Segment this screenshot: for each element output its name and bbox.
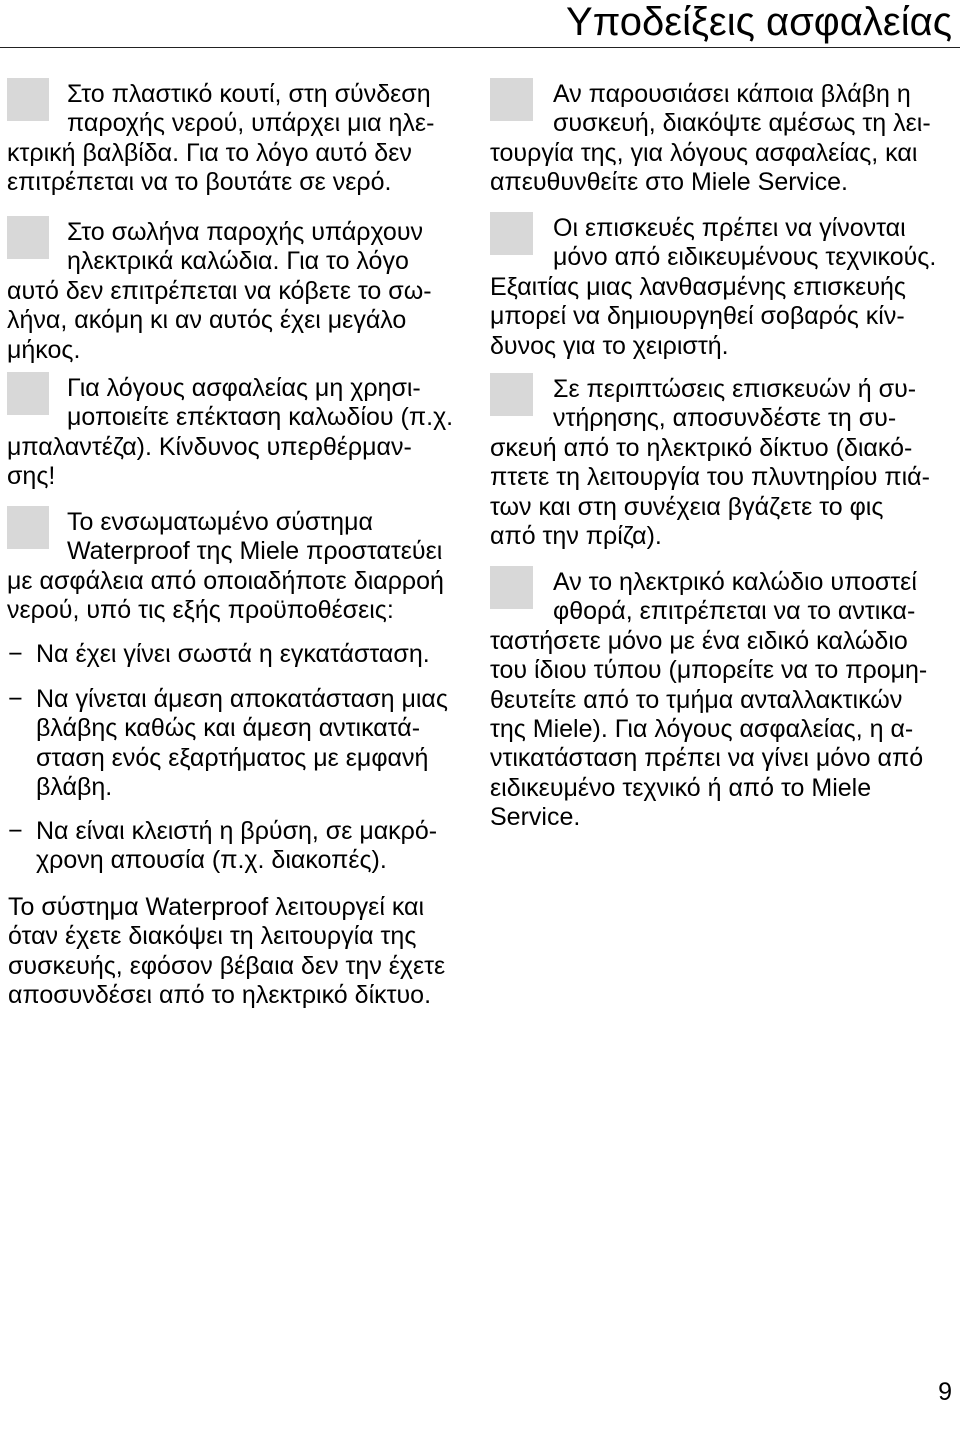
safety-note-text: Στο σωλήνα παροχής υπάρχουν ηλεκτρικά καλώδια. Για το λόγο αυτό δεν επιτρέπεται να κόβετε το σω- λήνα, ακόμη κι αν αυτός έχει μεγάλο μήκος.	[7, 218, 432, 364]
page-number: 9	[938, 1378, 952, 1406]
safety-note-text: Σε περιπτώσεις επισκευών ή συ- ντήρησης, αποσυνδέστε τη συ- σκευή από το ηλεκτρικό δίκτυο (διακό- πτετε τη λειτουργία του πλυντηρίου πιά- των και στη συνέχεια βγάζετε το φις από την πρίζα).	[490, 375, 930, 551]
safety-note	[7, 80, 482, 198]
safety-note	[490, 80, 956, 198]
safety-note	[7, 508, 482, 626]
square-marker-icon	[7, 216, 49, 259]
square-marker-icon	[7, 506, 49, 549]
safety-note	[490, 375, 956, 551]
list-dash: −	[8, 640, 23, 668]
square-marker-icon	[7, 78, 49, 121]
condition-text: Να είναι κλειστή η βρύση, σε μακρό- χρονη απουσία (π.χ. διακοπές).	[36, 817, 438, 875]
square-marker-icon	[7, 372, 49, 415]
list-dash: −	[8, 817, 23, 845]
safety-note-text: Αν παρουσιάσει κάποια βλάβη η συσκευή, διακόψτε αμέσως τη λει- τουργία της, για λόγους ασφαλείας, και απευθυνθείτε στο Miele Service.	[490, 80, 931, 197]
safety-note	[7, 218, 482, 365]
square-marker-icon	[490, 212, 533, 255]
square-marker-icon	[490, 566, 533, 609]
condition-item	[8, 817, 478, 876]
condition-text: Να έχει γίνει σωστά η εγκατάσταση.	[36, 640, 430, 668]
square-marker-icon	[490, 373, 533, 416]
page-title: Υποδείξεις ασφαλείας	[566, 0, 952, 44]
safety-note-text: Για λόγους ασφαλείας μη χρησι- μοποιείτε επέκταση καλωδίου (π.χ. μπαλαντέζα). Κίνδυνος υπερθέρμαν- σης!	[7, 374, 454, 491]
condition-item	[8, 685, 478, 803]
safety-note-text: Αν το ηλεκτρικό καλώδιο υποστεί φθορά, επιτρέπεται να το αντικα- ταστήσετε μόνο με ένα ειδικό καλώδιο του ίδιου τύπου (μπορείτε να το προμη- θευτείτε από το τμήμα ανταλλακτικών της Miele). Για λόγους ασφαλείας, η α- ντικατάσταση πρέπει να γίνει μόνο από ειδικευμένο τεχνικό ή από το Miele Service.	[490, 568, 928, 832]
safety-note-text: Οι επισκευές πρέπει να γίνονται μόνο από ειδικευμένους τεχνικούς. Εξαιτίας μιας λανθασμένης επισκευής μπορεί να δημιουργηθεί σοβαρός κίν- δυνος για το χειριστή.	[490, 214, 937, 360]
condition-item	[8, 640, 478, 669]
header-divider	[0, 47, 960, 48]
safety-note	[490, 214, 956, 361]
list-dash: −	[8, 685, 23, 713]
safety-note	[7, 374, 482, 492]
square-marker-icon	[490, 78, 533, 121]
closing-paragraph-text: Το σύστημα Waterproof λειτουργεί και όταν έχετε διακόψει τη λειτουργία της συσκευής, εφόσον βέβαια δεν την έχετε αποσυνδέσει από το ηλεκτρικό δίκτυο.	[8, 893, 446, 1010]
closing-paragraph	[8, 893, 478, 1011]
condition-text: Να γίνεται άμεση αποκατάσταση μιας βλάβης καθώς και άμεση αντικατά- σταση ενός εξαρτήματος με εμφανή βλάβη.	[36, 685, 448, 802]
safety-note	[490, 568, 956, 833]
safety-note-text: Στο πλαστικό κουτί, στη σύνδεση παροχής νερού, υπάρχει μια ηλε- κτρική βαλβίδα. Για το λόγο αυτό δεν επιτρέπεται να το βουτάτε σε νερό.	[7, 80, 435, 197]
safety-note-text: Το ενσωματωμένο σύστημα Waterproof της Miele προστατεύει με ασφάλεια από οποιαδήποτε διαρροή νερού, υπό τις εξής προϋποθέσεις:	[7, 508, 444, 625]
